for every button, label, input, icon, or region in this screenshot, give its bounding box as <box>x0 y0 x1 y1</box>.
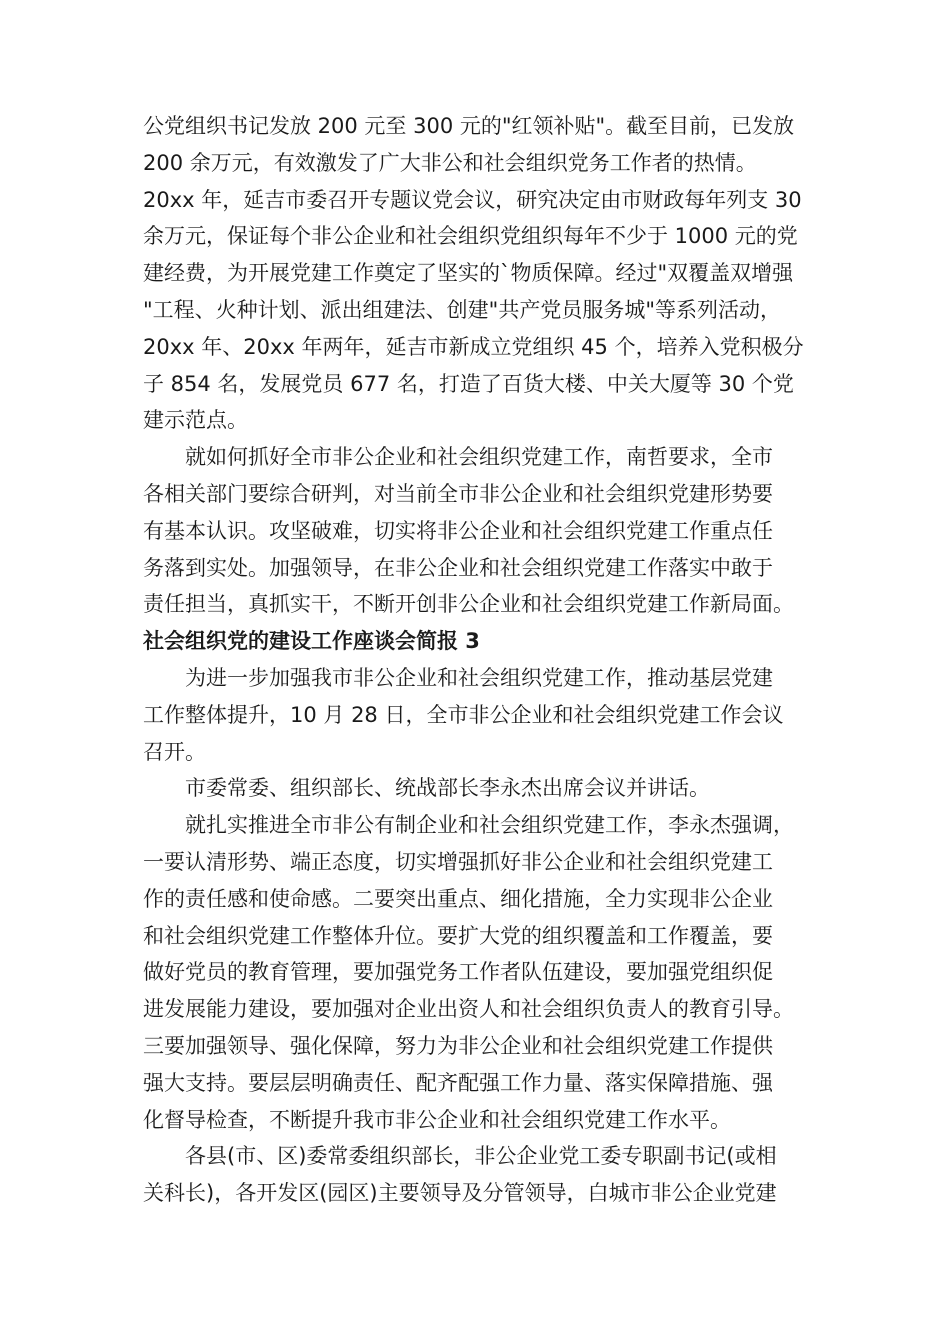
text-line: "工程、火种计划、派出组建法、创建"共产党员服务城"等系列活动， <box>143 297 781 322</box>
text-line: 三要加强领导、强化保障，努力为非公企业和社会组织党建工作提供 <box>143 1033 773 1058</box>
text-line: 公党组织书记发放 200 元至 300 元的"红领补贴"。截至目前，已发放 <box>143 114 795 138</box>
section-heading: 社会组织党的建设工作座谈会简报 3 <box>143 629 480 654</box>
text-line: 为进一步加强我市非公企业和社会组织党建工作，推动基层党建 <box>185 665 773 690</box>
text-line: 化督导检查，不断提升我市非公企业和社会组织党建工作水平。 <box>143 1107 731 1132</box>
text-line: 建示范点。 <box>143 408 248 433</box>
text-line: 建经费，为开展党建工作奠定了坚实的`物质保障。经过"双覆盖双增强 <box>143 261 794 286</box>
text-line: 就如何抓好全市非公企业和社会组织党建工作，南哲要求，全市 <box>185 445 773 470</box>
text-line: 就扎实推进全市非公有制企业和社会组织党建工作，李永杰强调， <box>185 813 794 838</box>
text-line: 召开。 <box>143 739 206 764</box>
text-line: 关科长)，各开发区(园区)主要领导及分管领导，白城市非公企业党建 <box>143 1181 777 1206</box>
text-line: 各县(市、区)委常委组织部长，非公企业党工委专职副书记(或相 <box>185 1144 777 1169</box>
text-line: 200 余万元，有效激发了广大非公和社会组织党务工作者的热情。 <box>143 150 757 175</box>
text-line: 作的责任感和使命感。二要突出重点、细化措施，全力实现非公企业 <box>143 886 773 911</box>
text-line: 20xx 年、20xx 年两年，延吉市新成立党组织 45 个，培养入党积极分 <box>143 334 804 359</box>
text-line: 工作整体提升，10 月 28 日，全市非公企业和社会组织党建工作会议 <box>143 702 784 727</box>
text-line: 市委常委、组织部长、统战部长李永杰出席会议并讲话。 <box>185 776 710 801</box>
text-line: 20xx 年，延吉市委召开专题议党会议，研究决定由市财政每年列支 30 <box>143 187 802 212</box>
document-body <box>143 108 813 1212</box>
text-line: 子 854 名，发展党员 677 名，打造了百货大楼、中关大厦等 30 个党 <box>143 371 794 396</box>
text-line: 有基本认识。攻坚破难，切实将非公企业和社会组织党建工作重点任 <box>143 518 773 543</box>
text-line: 责任担当，真抓实干，不断开创非公企业和社会组织党建工作新局面。 <box>143 592 794 617</box>
text-line: 一要认清形势、端正态度，切实增强抓好非公企业和社会组织党建工 <box>143 849 773 874</box>
text-line: 余万元，保证每个非公企业和社会组织党组织每年不少于 1000 元的党 <box>143 224 798 249</box>
text-line: 各相关部门要综合研判，对当前全市非公企业和社会组织党建形势要 <box>143 481 773 506</box>
text-line: 和社会组织党建工作整体升位。要扩大党的组织覆盖和工作覆盖，要 <box>143 923 773 948</box>
text-line: 做好党员的教育管理，要加强党务工作者队伍建设，要加强党组织促 <box>143 960 773 985</box>
text-line: 务落到实处。加强领导，在非公企业和社会组织党建工作落实中敢于 <box>143 555 773 580</box>
text-line: 进发展能力建设，要加强对企业出资人和社会组织负责人的教育引导。 <box>143 997 794 1022</box>
text-line: 强大支持。要层层明确责任、配齐配强工作力量、落实保障措施、强 <box>143 1070 773 1095</box>
